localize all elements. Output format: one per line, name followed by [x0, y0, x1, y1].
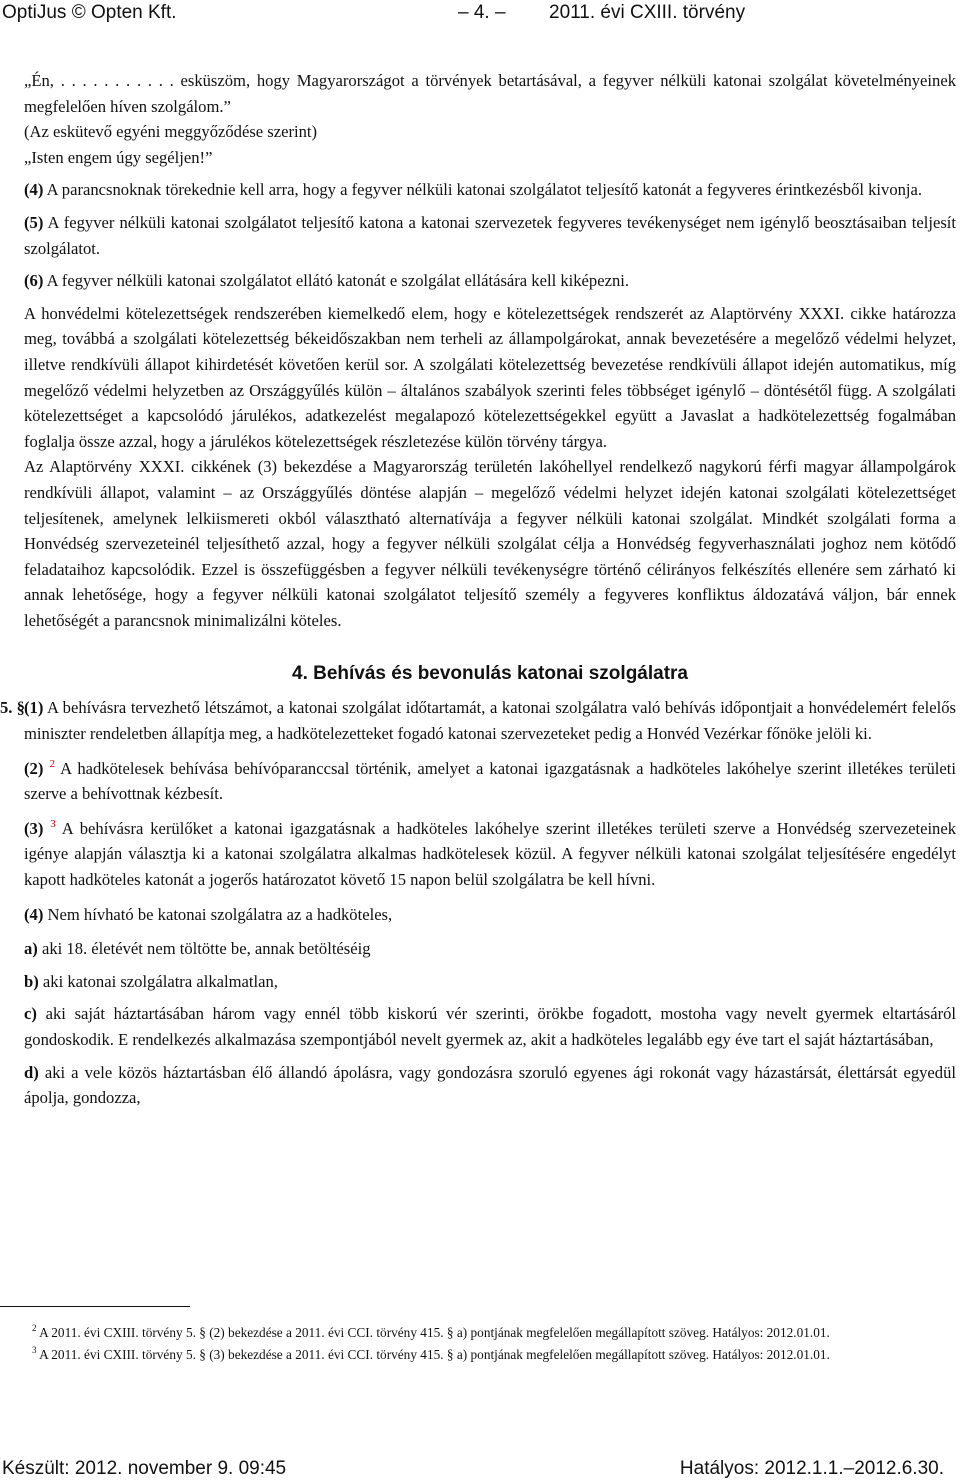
- footnote: [0, 1322, 956, 1344]
- page-number: – 4. –: [458, 2, 506, 23]
- list-item: [24, 1001, 956, 1052]
- paragraph-number: (1): [24, 698, 44, 718]
- paragraph-text: A fegyver nélküli katonai szolgálatot ellátó katonát e szolgálat ellátására kell kiképezni.: [46, 271, 629, 291]
- paragraph-text: A behívásra kerülőket a katonai igazgatásnak a hadköteles lakóhelye szerint illetékes területi szerve a Honvédség szervezeteinek igénye alapján választja ki a katonai szolgálatra alkalmas hadkötelesek közül. A fegyver nélküli katonai szolgálat teljesítésére engedélyt kapott hadköteles katonát a jogerős határozatot követő 15 napon belül szolgálatra be kell hívni.: [24, 818, 957, 890]
- list-item-text: aki 18. életévét nem töltötte be, annak betöltéséig: [41, 939, 371, 959]
- list-item-label: b): [24, 971, 39, 991]
- list-item: [24, 969, 956, 995]
- list-item-text: aki saját háztartásában három vagy ennél több kiskorú vér szerinti, örökbe fogadott, mostoha vagy nevelt gyermek eltartásáról gondoskodik. E rendelkezés alkalmazása szempontjából nevelt gyermek az, akit a hadköteles legalább egy éve tart el saját háztartásában,: [24, 1004, 957, 1049]
- footnotes: [0, 1322, 956, 1366]
- section-5-paragraph-3: [24, 816, 956, 893]
- footnote-divider: [0, 1306, 190, 1307]
- paragraph-text: Nem hívható be katonai szolgálatra az a hadköteles,: [47, 904, 393, 924]
- page-header: [0, 2, 960, 26]
- paragraph-number: (2): [24, 758, 44, 778]
- paragraph-number: (3): [24, 818, 44, 838]
- paragraph-text: A fegyver nélküli katonai szolgálatot teljesítő katona a katonai szervezetek fegyveres tevékenységet nem igénylő beosztásaiban teljesít szolgálatot.: [24, 212, 956, 258]
- section-5-paragraph-4: [24, 902, 956, 928]
- oath-closing: „Isten engem úgy segéljen!”: [24, 147, 213, 167]
- section-5-paragraph-2: [24, 756, 956, 807]
- list-item-text: aki katonai szolgálatra alkalmatlan,: [42, 971, 278, 991]
- oath-condition: (Az eskütevő egyéni meggyőződése szerint): [24, 122, 318, 142]
- list-item-label: a): [24, 939, 38, 959]
- created-date: Készült: 2012. november 9. 09:45: [2, 1458, 287, 1479]
- footnote-ref-link[interactable]: 3: [50, 817, 56, 830]
- document-body: [0, 68, 957, 1111]
- paragraph-4: [24, 177, 956, 203]
- paragraph-text: A hadkötelesek behívása behívóparanccsal történik, amelyet a katonai igazgatásnak a hadköteles lakóhelye szerint illetékes területi szerve a behívottnak kézbesít.: [24, 758, 956, 804]
- law-title: 2011. évi CXIII. törvény: [549, 2, 746, 23]
- footnote-number: 2: [32, 1323, 37, 1333]
- commentary-paragraph: Az Alaptörvény XXXI. cikkének (3) bekezdése a Magyarország területén lakóhellyel rendelkező nagykorú férfi magyar állampolgárok rendkívüli állapot, valamint – az Országgyűlés döntése alapján – megelőző védelmi helyzet idején katonai szolgálati kötelezettséget teljesítenek, amelynek lelkiismereti okból választható alternatívája a fegyver nélküli katonai szolgálat. Mindkét szolgálati forma a Honvédség szervezeteinél teljesíthető azzal, hogy a fegyver nélküli szolgálat célja a Honvédség fegyverhasználati joghoz nem kötődő feladataihoz kapcsolódik. Ezzel is összefüggésben a fegyver nélküli tevékenységre történő célirányos felkészítés ellenére sem zárható ki annak lehetősége, hogy a fegyver nélküli katonai szolgálatot teljesítő személy a fegyveres konfliktus áldozatává váljon, bár ennek lehetőségét a parancsnok minimalizálni köteles.: [24, 457, 956, 630]
- paragraph-number: (4): [24, 180, 44, 200]
- page-footer: [0, 1458, 960, 1482]
- section-label: 5. §: [0, 698, 25, 718]
- list-item: [24, 1060, 956, 1111]
- list-item: [24, 936, 956, 962]
- paragraph-number: (5): [24, 212, 44, 232]
- publisher-label: OptiJus © Opten Kft.: [2, 2, 177, 23]
- commentary-paragraph: A honvédelmi kötelezettségek rendszerében kiemelkedő elem, hogy e kötelezettségek rendszerét az Alaptörvény XXXI. cikke határozza meg, továbbá a szolgálati kötelezettség békeidőszakban nem terheli az állampolgárokat, annak bevezetésére a megelőző védelmi helyzet, illetve rendkívüli állapot kihirdetését követően kerül sor. A szolgálati kötelezettség bevezetése rendkívüli állapot idején automatikus, míg megelőző védelmi helyzetben az Országgyűlés külön – általános szabályok szerinti feles többséget igénylő – döntésétől függ. A szolgálati kötelezettséget a kapcsolódó járulékos, adatkezelést megalapozó kötelezettségekkel együtt a Javaslat a hadkötelezettség fogalmában foglalja össze azzal, hogy a járulékos kötelezettségek részletezése külön törvény tárgya.: [24, 303, 956, 451]
- footnote-number: 3: [32, 1345, 37, 1355]
- footnote: [0, 1344, 956, 1366]
- footnote-ref-link[interactable]: 2: [49, 757, 55, 770]
- paragraph-text: A behívásra tervezhető létszámot, a katonai szolgálat időtartamát, a katonai szolgálatra való behívás időpontjait a honvédelemért felelős miniszter rendeletben állapítja meg, a hadkötelezetteket fogadó katonai szervezeteket pedig a Honvéd Vezérkar főnöke jelöli ki.: [24, 698, 957, 744]
- list-item-text: aki a vele közös háztartásban élő állandó ápolásra, vagy gondozásra szoruló egyenes ági rokonát vagy házastársát, élettársát egyedül ápolja, gondozza,: [24, 1062, 956, 1108]
- effective-dates: Hatályos: 2012.1.1.–2012.6.30.: [679, 1458, 944, 1479]
- paragraph-number: (6): [24, 271, 44, 291]
- footnote-text: A 2011. évi CXIII. törvény 5. § (3) bekezdése a 2011. évi CCI. törvény 415. § a) pontjának megfelelően megállapított szöveg. Hatályos: 2012.01.01.: [39, 1347, 830, 1362]
- paragraph-number: (4): [24, 904, 44, 924]
- list-item-label: d): [24, 1062, 39, 1082]
- section-5-paragraph-1: [0, 695, 957, 746]
- paragraph-5: [24, 210, 956, 261]
- list-item-label: c): [24, 1004, 37, 1024]
- oath-text: „Én, . . . . . . . . . . . esküszöm, hogy Magyarországot a törvények betartásával, a fegyver nélküli katonai szolgálat követelményeinek megfelelően híven szolgálom.”: [24, 71, 956, 116]
- paragraph-text: A parancsnoknak törekednie kell arra, hogy a fegyver nélküli katonai szolgálatot teljesítő katonát a fegyveres érintkezésből kivonja.: [46, 180, 923, 200]
- section-heading: 4. Behívás és bevonulás katonai szolgálatra: [292, 663, 688, 685]
- paragraph-6: [24, 268, 956, 294]
- footnote-text: A 2011. évi CXIII. törvény 5. § (2) bekezdése a 2011. évi CCI. törvény 415. § a) pontjának megfelelően megállapított szöveg. Hatályos: 2012.01.01.: [39, 1325, 830, 1340]
